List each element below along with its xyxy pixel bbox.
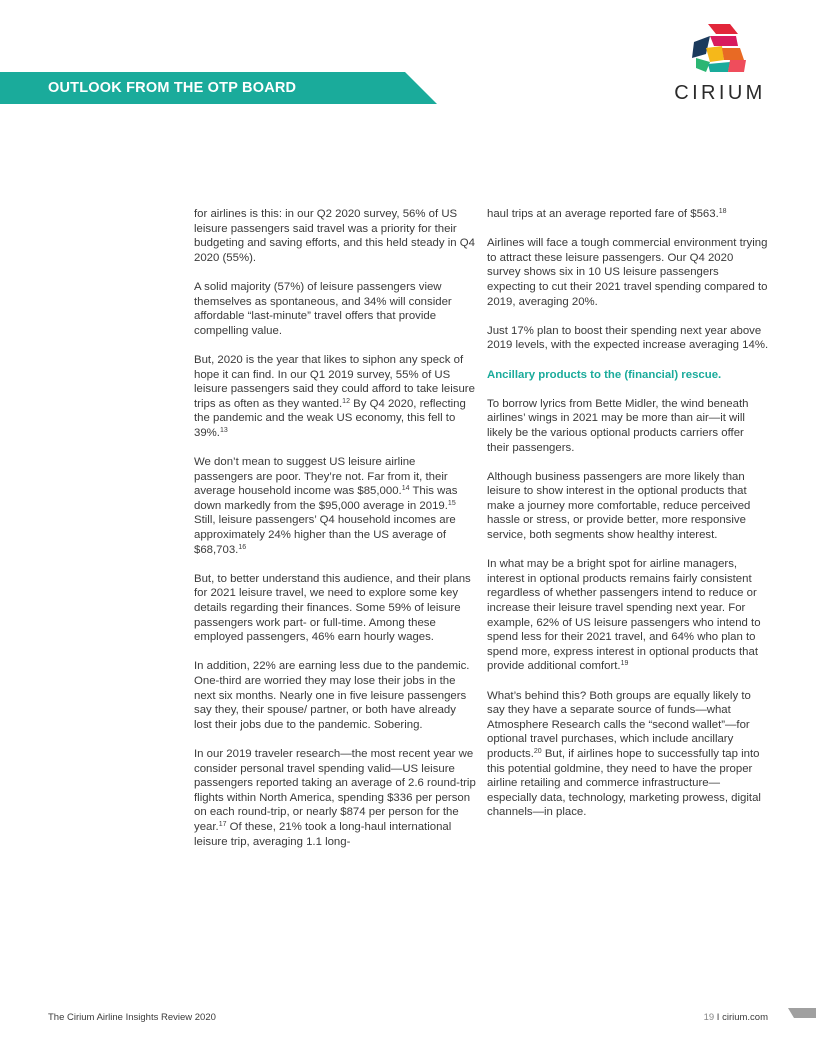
paragraph: A solid majority (57%) of leisure passengers view themselves as spontaneous, and 34% will consider affordable “last-minute” travel offers that provide compelling value. — [194, 280, 452, 337]
paragraph: To borrow lyrics from Bette Midler, the wind beneath airlines’ wings in 2021 may be more than air—it will likely be the various optional products carriers offer their passengers. — [487, 397, 749, 454]
section-heading: Ancillary products to the (financial) rescue. — [487, 368, 722, 381]
paragraph: Although business passengers are more likely than leisure to show interest in the optional products that make a journey more comfortable, reduce perceived hassle or stress, or provide better, more responsive service, both segments show healthy interest. — [487, 470, 751, 542]
text-run: What’s behind this? Both groups are equally likely to say they have a separate source of funds—what Atmosphere Research calls the “second wallet”—for optional travel purchases, which include ancillary products. — [487, 689, 751, 760]
footnote-ref: 20 — [533, 747, 542, 755]
text-run: But, 2020 is the year that likes to siphon any speck of hope it can find. In our Q1 2019 survey, 55% of US leisure passengers said they could afford to take leisure trips as often as they wanted. — [194, 353, 475, 410]
right-text-column — [487, 207, 769, 835]
paragraph — [194, 353, 476, 441]
footer-tab-decoration — [788, 1008, 816, 1018]
paragraph: But, to better understand this audience, and their plans for 2021 leisure travel, we need to explore some key details regarding their finances. Some 59% of leisure passengers work part- or full-time. Among these employed passengers, 46% earn hourly wages. — [194, 572, 471, 644]
footnote-ref: 14 — [401, 485, 410, 493]
footer-site-link[interactable]: cirium.com — [722, 1012, 768, 1023]
text-run: Still, leisure passengers’ Q4 household incomes are approximately 24% higher than the US average of $68,703. — [194, 514, 456, 556]
footnote-ref: 13 — [219, 426, 228, 434]
footnote-ref: 18 — [718, 208, 727, 215]
footer-page-info — [660, 1012, 768, 1023]
paragraph — [487, 557, 769, 674]
section-title: OUTLOOK FROM THE OTP BOARD — [48, 80, 297, 96]
footnote-ref: 16 — [238, 543, 247, 551]
paragraph: Just 17% plan to boost their spending next year above 2019 levels, with the expected increase averaging 14%. — [487, 324, 769, 352]
text-run: Of these, 21% took a long-haul international leisure trip, averaging 1.1 long- — [194, 820, 452, 848]
left-text-column — [194, 207, 476, 864]
paragraph — [487, 207, 769, 222]
footer-publication: The Cirium Airline Insights Review 2020 — [48, 1012, 216, 1023]
paragraph — [194, 455, 476, 557]
text-run: We don’t mean to suggest US leisure airline passengers are poor. They’re not. Far from it, their average household income was $85,000. — [194, 456, 448, 498]
page-number: 19 — [703, 1012, 715, 1023]
text-run: haul trips at an average reported fare of $563. — [487, 208, 719, 220]
text-run: By Q4 2020, reflecting the pandemic and the weak US economy, this fell to 39%. — [194, 397, 466, 439]
paragraph — [487, 689, 769, 820]
paragraph: for airlines is this: in our Q2 2020 survey, 56% of US leisure passengers said travel was a priority for their budgeting and saving efforts, and this held steady in Q4 2020 (55%). — [194, 208, 475, 264]
paragraph — [194, 747, 476, 849]
footnote-ref: 17 — [218, 820, 227, 828]
paragraph: In addition, 22% are earning less due to the pandemic. One-third are worried they may lose their jobs in the next six months. Nearly one in five leisure passengers say they, their spouse/ partner, or both have already lost their jobs due to the pandemic. Sobering. — [194, 660, 470, 731]
text-run: This was down markedly from the $95,000 average in 2019. — [194, 485, 458, 512]
footnote-ref: 19 — [620, 660, 629, 668]
paragraph: Airlines will face a tough commercial environment trying to attract these leisure passengers. Our Q4 2020 survey shows six in 10 US leisure passengers expecting to cut their 2021 travel spending compared to 2019, averaging 20%. — [487, 237, 768, 308]
text-run: In what may be a bright spot for airline managers, interest in optional products remains fairly consistent regardless of whether passengers intend to reduce or increase their leisure travel spending next year. For example, 62% of US leisure passengers who intend to spend less for their 2021 travel, and 64% who plan to spend more, express interest in optional products that provide additional comfort. — [487, 558, 761, 673]
cirium-wordmark: CIRIUM — [674, 82, 766, 104]
text-run: In our 2019 traveler research—the most recent year we consider personal travel spending valid—US leisure passengers reported taking an average of 2.6 round-trip flights within North America, spending $336 per person on each round-trip, or nearly $874 per person for the year. — [194, 747, 476, 833]
footer-separator: I — [714, 1012, 723, 1023]
footnote-ref: 12 — [342, 397, 350, 405]
text-run: But, if airlines hope to successfully tap into this potential goldmine, they need to have the proper airline retailing and commerce infrastructure—especially data, technology, marketing prowess, digital channels—in place. — [487, 747, 761, 819]
footnote-ref: 15 — [447, 499, 456, 507]
